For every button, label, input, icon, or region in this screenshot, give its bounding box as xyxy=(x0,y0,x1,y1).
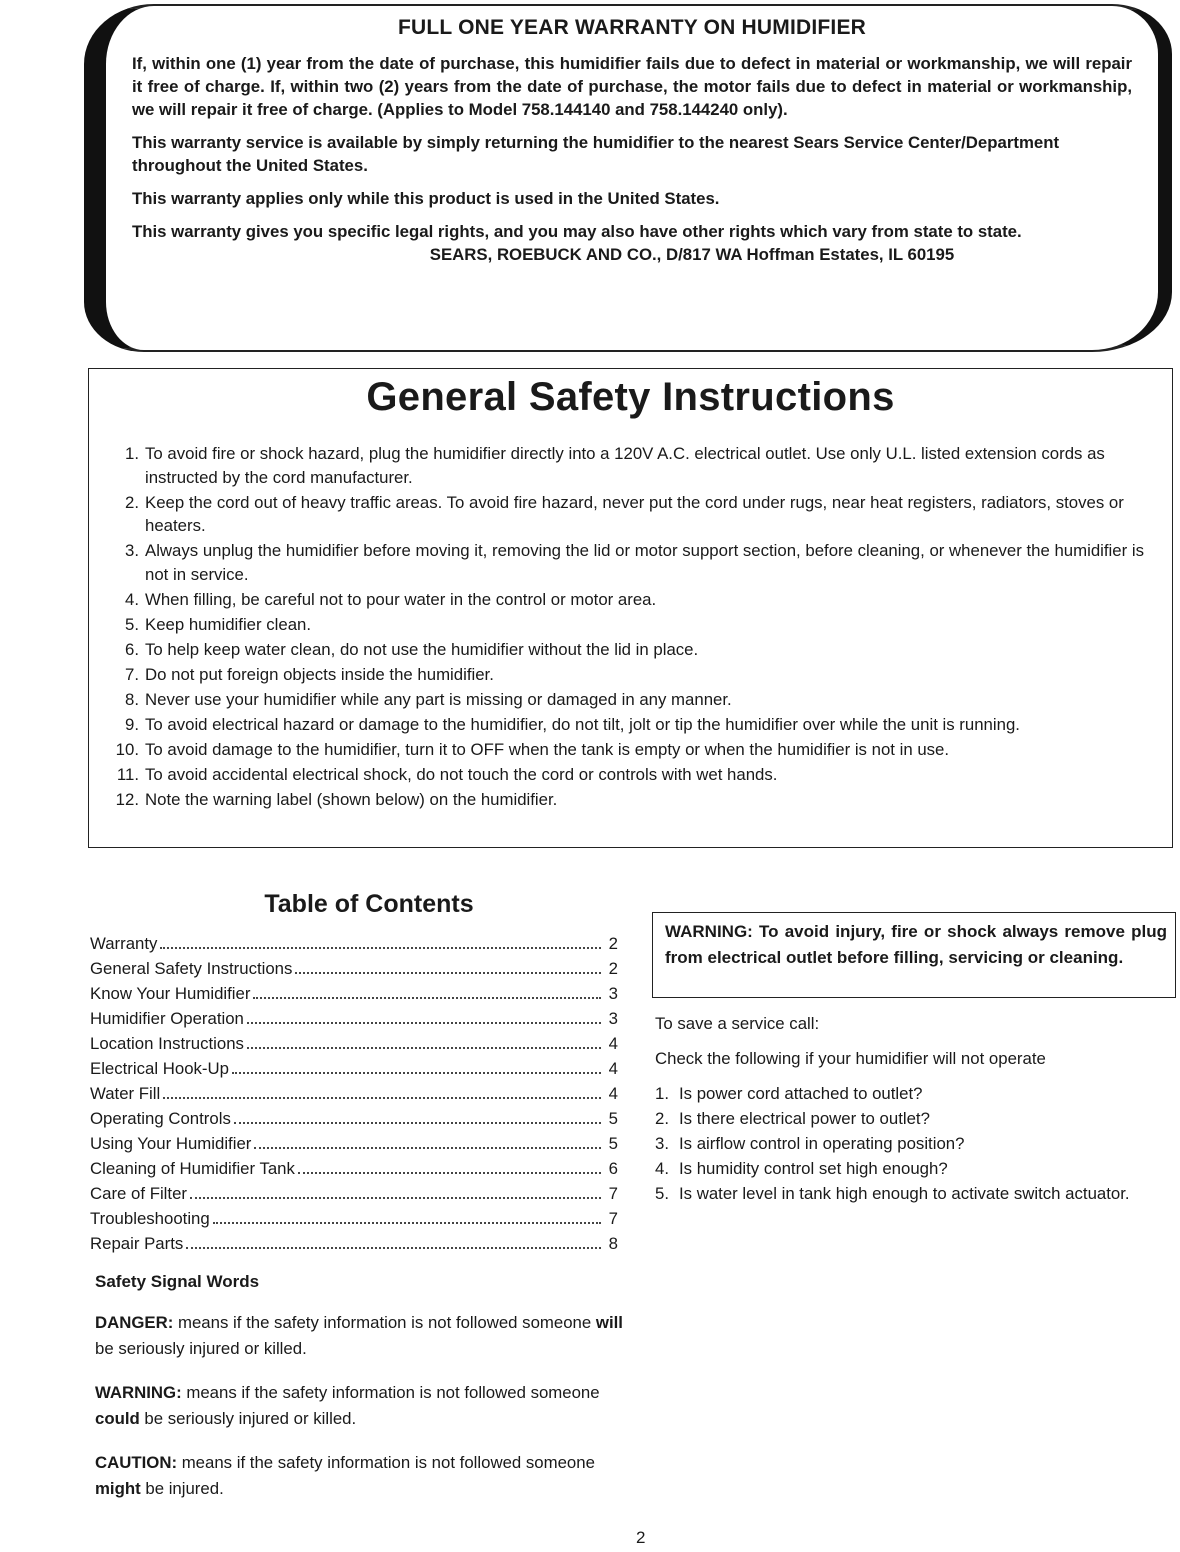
safety-item xyxy=(103,588,1160,612)
toc-entry-page: 5 xyxy=(608,1109,618,1128)
toc-entry-label: Know Your Humidifier xyxy=(90,984,251,1003)
checklist-item xyxy=(655,1132,1175,1157)
safety-item-number: 5. xyxy=(125,614,139,634)
checklist-item-number: 4. xyxy=(655,1159,669,1178)
toc-entry xyxy=(90,931,618,956)
signal-emphasis: could xyxy=(95,1409,140,1428)
toc-entry xyxy=(90,1106,618,1131)
checklist-item-number: 3. xyxy=(655,1134,669,1153)
toc-entry-label: Care of Filter xyxy=(90,1184,187,1203)
safety-item-number: 4. xyxy=(125,589,139,609)
toc-entry-label: Operating Controls xyxy=(90,1109,231,1128)
safety-item-number: 10. xyxy=(115,739,139,759)
safety-item-text: To avoid fire or shock hazard, plug the humidifier directly into a 120V A.C. electrical outlet. Use only U.L. listed extension cords as instructed by the cord manufacturer. xyxy=(145,444,1105,487)
toc-entry xyxy=(90,1031,618,1056)
safety-item-text: To avoid electrical hazard or damage to the humidifier, do not tilt, jolt or tip the humidifier over while the unit is running. xyxy=(145,714,1020,734)
signal-danger xyxy=(95,1310,625,1362)
checklist-item xyxy=(655,1107,1175,1132)
toc-entry-page: 3 xyxy=(608,984,618,1003)
safety-item xyxy=(103,663,1160,687)
toc-entry-label: Electrical Hook-Up xyxy=(90,1059,229,1078)
toc-entry xyxy=(90,1181,618,1206)
checklist-item xyxy=(655,1157,1175,1182)
safety-instructions-box xyxy=(88,368,1173,848)
toc-entry-page: 3 xyxy=(608,1009,618,1028)
signal-text: be injured. xyxy=(145,1479,224,1498)
safety-item-text: Keep humidifier clean. xyxy=(145,614,312,634)
page-number: 2 xyxy=(636,1528,646,1547)
safety-item-text: Always unplug the humidifier before moving it, removing the lid or motor support section, before cleaning, or whenever the humidifier is not in service. xyxy=(145,541,1144,584)
toc-entry-label: Warranty xyxy=(90,934,158,953)
warranty-paragraph: This warranty service is available by simply returning the humidifier to the nearest Sears Service Center/Department throughout the United States. xyxy=(132,133,1060,175)
checklist-item-text: Is power cord attached to outlet? xyxy=(679,1084,923,1103)
toc-leader-dots xyxy=(163,1097,601,1099)
toc-entry xyxy=(90,1231,618,1256)
toc-entry-page: 2 xyxy=(608,959,618,978)
safety-item-text: To avoid damage to the humidifier, turn it to OFF when the tank is empty or when the humidifier is not in use. xyxy=(145,739,950,759)
checklist-item-text: Is airflow control in operating position? xyxy=(679,1134,965,1153)
toc-entry-page: 6 xyxy=(608,1159,618,1178)
signal-text: be seriously injured or killed. xyxy=(95,1339,307,1358)
safety-item-number: 1. xyxy=(125,444,139,463)
safety-item-number: 7. xyxy=(125,664,139,684)
toc-entry-page: 4 xyxy=(608,1084,618,1103)
toc-entry-label: Cleaning of Humidifier Tank xyxy=(90,1159,295,1178)
safety-item xyxy=(103,763,1160,787)
safety-item-text: To avoid accidental electrical shock, do not touch the cord or controls with wet hands. xyxy=(145,764,778,784)
safety-item xyxy=(103,788,1160,812)
toc-entry-label: Location Instructions xyxy=(90,1034,244,1053)
safety-item xyxy=(103,638,1160,662)
safety-item-number: 12. xyxy=(115,789,139,809)
safety-item xyxy=(103,688,1160,712)
checklist-item-number: 2. xyxy=(655,1109,669,1128)
signal-warning xyxy=(95,1380,625,1432)
service-call-lead: Check the following if your humidifier will not operate xyxy=(655,1049,1046,1068)
toc-entry xyxy=(90,1131,618,1156)
checklist-item-text: Is water level in tank high enough to activate switch actuator. xyxy=(679,1184,1130,1203)
toc-entry-page: 8 xyxy=(608,1234,618,1253)
toc-entry-label: General Safety Instructions xyxy=(90,959,293,978)
toc-leader-dots xyxy=(298,1172,601,1174)
signal-words-heading: Safety Signal Words xyxy=(95,1272,260,1291)
safety-item-text: Never use your humidifier while any part is missing or damaged in any manner. xyxy=(145,689,732,709)
signal-emphasis: will xyxy=(595,1313,623,1332)
toc-entry-page: 5 xyxy=(608,1134,618,1153)
warranty-paragraph: If, within one (1) year from the date of purchase, this humidifier fails due to defect in material or workmanship, we will repair it free of charge. If, within two (2) years from the date of purchase, the motor fails due to defect in material or workmanship, we will repair it free of charge. (Applies to Model 758.144140 and 758.144240 only). xyxy=(132,54,1132,119)
warranty-paragraph: This warranty applies only while this product is used in the United States. xyxy=(132,189,720,208)
signal-caution xyxy=(95,1450,625,1502)
signal-emphasis: might xyxy=(95,1479,141,1498)
toc-leader-dots xyxy=(234,1122,601,1124)
toc-entry xyxy=(90,956,618,981)
checklist-item xyxy=(655,1082,1175,1107)
warranty-paragraph: This warranty gives you specific legal rights, and you may also have other rights which vary from state to state. xyxy=(132,222,1022,241)
safety-item-number: 11. xyxy=(116,764,139,784)
safety-item-text: Note the warning label (shown below) on the humidifier. xyxy=(145,789,558,809)
toc-entry xyxy=(90,1206,618,1231)
toc-title: Table of Contents xyxy=(264,890,474,918)
safety-title: General Safety Instructions xyxy=(366,375,895,419)
safety-item xyxy=(103,442,1160,489)
signal-text: means if the safety information is not followed someone xyxy=(181,1453,595,1472)
toc-leader-dots xyxy=(247,1022,601,1024)
safety-item-text: To help keep water clean, do not use the humidifier without the lid in place. xyxy=(145,639,699,659)
safety-item-number: 9. xyxy=(125,714,139,734)
safety-item-text: Keep the cord out of heavy traffic areas. To avoid fire hazard, never put the cord under rugs, near heat registers, radiators, stoves or heaters. xyxy=(145,492,1124,535)
checklist-item-number: 5. xyxy=(655,1184,669,1203)
safety-item xyxy=(103,613,1160,637)
signal-text: be seriously injured or killed. xyxy=(144,1409,357,1428)
toc-entry-page: 2 xyxy=(608,934,618,953)
checklist-item-number: 1. xyxy=(655,1084,669,1103)
safety-item xyxy=(103,713,1160,737)
service-call-intro: To save a service call: xyxy=(655,1014,820,1033)
safety-item xyxy=(103,491,1160,538)
safety-item-number: 8. xyxy=(125,689,139,709)
checklist-item-text: Is there electrical power to outlet? xyxy=(679,1109,930,1128)
checklist-item xyxy=(655,1182,1175,1207)
warranty-box xyxy=(84,4,1172,352)
warranty-address: SEARS, ROEBUCK AND CO., D/817 WA Hoffman Estates, IL 60195 xyxy=(429,245,955,264)
safety-signal-words xyxy=(95,1272,625,1520)
safety-item-number: 3. xyxy=(125,541,139,560)
toc-entry-label: Water Fill xyxy=(90,1084,161,1103)
service-call-checklist xyxy=(655,1012,1175,1207)
safety-item-number: 2. xyxy=(125,492,139,512)
toc-entry xyxy=(90,981,618,1006)
toc-leader-dots xyxy=(232,1072,601,1074)
safety-item-number: 6. xyxy=(125,639,139,659)
safety-item xyxy=(103,539,1160,586)
signal-word: CAUTION: xyxy=(95,1453,178,1472)
table-of-contents xyxy=(90,890,618,1256)
toc-leader-dots xyxy=(247,1047,601,1049)
safety-item-text: Do not put foreign objects inside the humidifier. xyxy=(145,664,494,684)
toc-entry xyxy=(90,1156,618,1181)
toc-leader-dots xyxy=(254,1147,601,1149)
toc-entry xyxy=(90,1006,618,1031)
toc-entry-page: 7 xyxy=(608,1184,618,1203)
safety-list xyxy=(89,442,1172,811)
checklist xyxy=(655,1082,1175,1207)
toc-entry-page: 7 xyxy=(608,1209,618,1228)
toc-entry xyxy=(90,1056,618,1081)
toc-entry-label: Repair Parts xyxy=(90,1234,184,1253)
toc-leader-dots xyxy=(186,1247,601,1249)
warning-text: WARNING: To avoid injury, fire or shock always remove plug from electrical outlet before filling, servicing or cleaning. xyxy=(665,922,1167,967)
toc-leader-dots xyxy=(160,947,601,949)
toc-entry-label: Humidifier Operation xyxy=(90,1009,244,1028)
toc-leader-dots xyxy=(190,1197,601,1199)
toc-entry xyxy=(90,1081,618,1106)
signal-word: WARNING: xyxy=(95,1383,182,1402)
toc-entry-page: 4 xyxy=(608,1034,618,1053)
safety-item xyxy=(103,738,1160,762)
signal-text: means if the safety information is not followed someone xyxy=(177,1313,592,1332)
signal-text: means if the safety information is not followed someone xyxy=(186,1383,600,1402)
safety-item-text: When filling, be careful not to pour water in the control or motor area. xyxy=(145,589,657,609)
toc-leader-dots xyxy=(253,997,601,999)
toc-leader-dots xyxy=(295,972,601,974)
checklist-item-text: Is humidity control set high enough? xyxy=(679,1159,948,1178)
signal-word: DANGER: xyxy=(95,1313,174,1332)
warning-box xyxy=(652,912,1176,998)
toc-entry-label: Troubleshooting xyxy=(90,1209,210,1228)
toc-leader-dots xyxy=(213,1222,601,1224)
toc-entry-page: 4 xyxy=(608,1059,618,1078)
warranty-title: FULL ONE YEAR WARRANTY ON HUMIDIFIER xyxy=(397,16,867,39)
toc-entry-label: Using Your Humidifier xyxy=(90,1134,252,1153)
